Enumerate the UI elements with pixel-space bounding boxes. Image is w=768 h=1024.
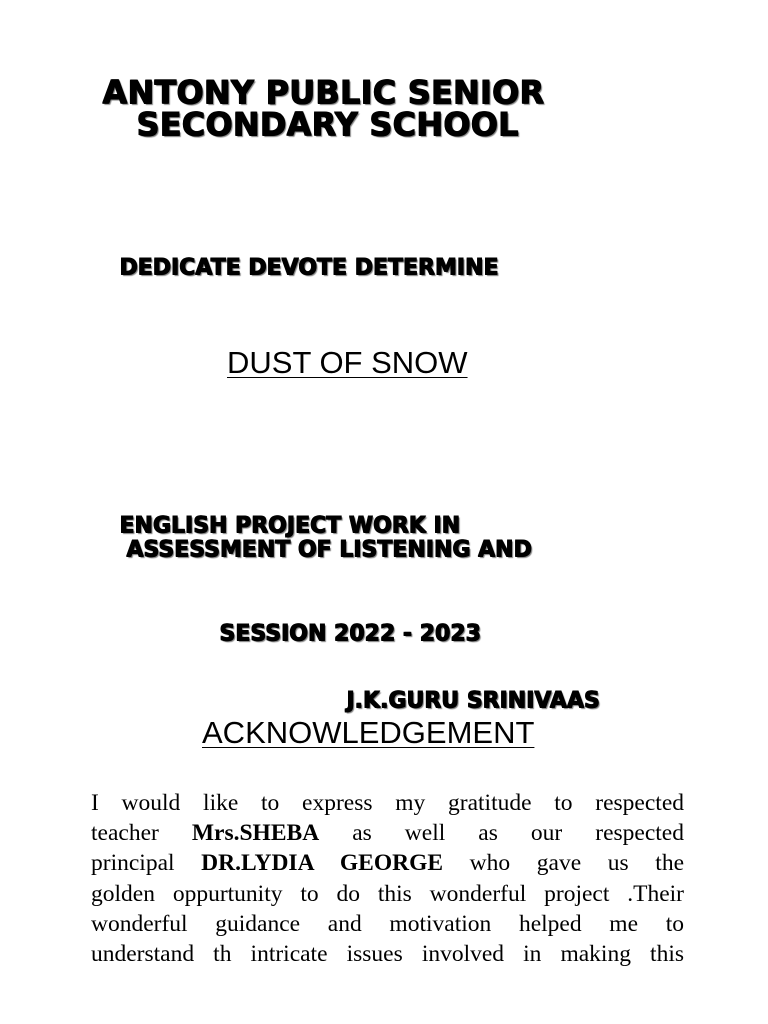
session-label: SESSION 2022 - 2023: [219, 621, 481, 646]
principal-name: DR.LYDIA GEORGE: [201, 850, 444, 877]
line-text: teacher: [91, 820, 192, 847]
teacher-name: Mrs.SHEBA: [191, 820, 320, 847]
project-title: DUST OF SNOW: [227, 345, 468, 380]
line-text: wonderful guidance and motivation helped me to: [91, 910, 684, 937]
line-text: as well as our respected: [319, 820, 684, 847]
school-motto: DEDICATE DEVOTE DETERMINE: [119, 255, 499, 280]
student-name: J.K.GURU SRINIVAAS: [346, 688, 600, 713]
acknowledgement-line: [91, 909, 684, 939]
school-name-line-1: ANTONY PUBLIC SENIOR: [102, 73, 544, 111]
acknowledgement-line: [91, 848, 684, 878]
line-text: principal: [91, 850, 202, 877]
acknowledgement-line: [91, 879, 684, 909]
acknowledgement-line: [91, 788, 684, 818]
line-text: understand th intricate issues involved in making this: [91, 941, 684, 968]
project-description-line-1: ENGLISH PROJECT WORK IN: [119, 513, 460, 538]
line-text: golden oppurtunity to do this wonderful project .Their: [91, 880, 684, 907]
acknowledgement-heading: ACKNOWLEDGEMENT: [202, 715, 535, 750]
acknowledgement-body: [91, 788, 684, 969]
line-text: who gave us the: [443, 850, 684, 877]
acknowledgement-line: [91, 939, 684, 969]
line-text: I would like to express my gratitude to respected: [91, 790, 684, 816]
project-description-line-2: ASSESSMENT OF LISTENING AND: [126, 537, 532, 562]
school-name-line-2: SECONDARY SCHOOL: [136, 105, 519, 143]
acknowledgement-line: [91, 818, 684, 848]
